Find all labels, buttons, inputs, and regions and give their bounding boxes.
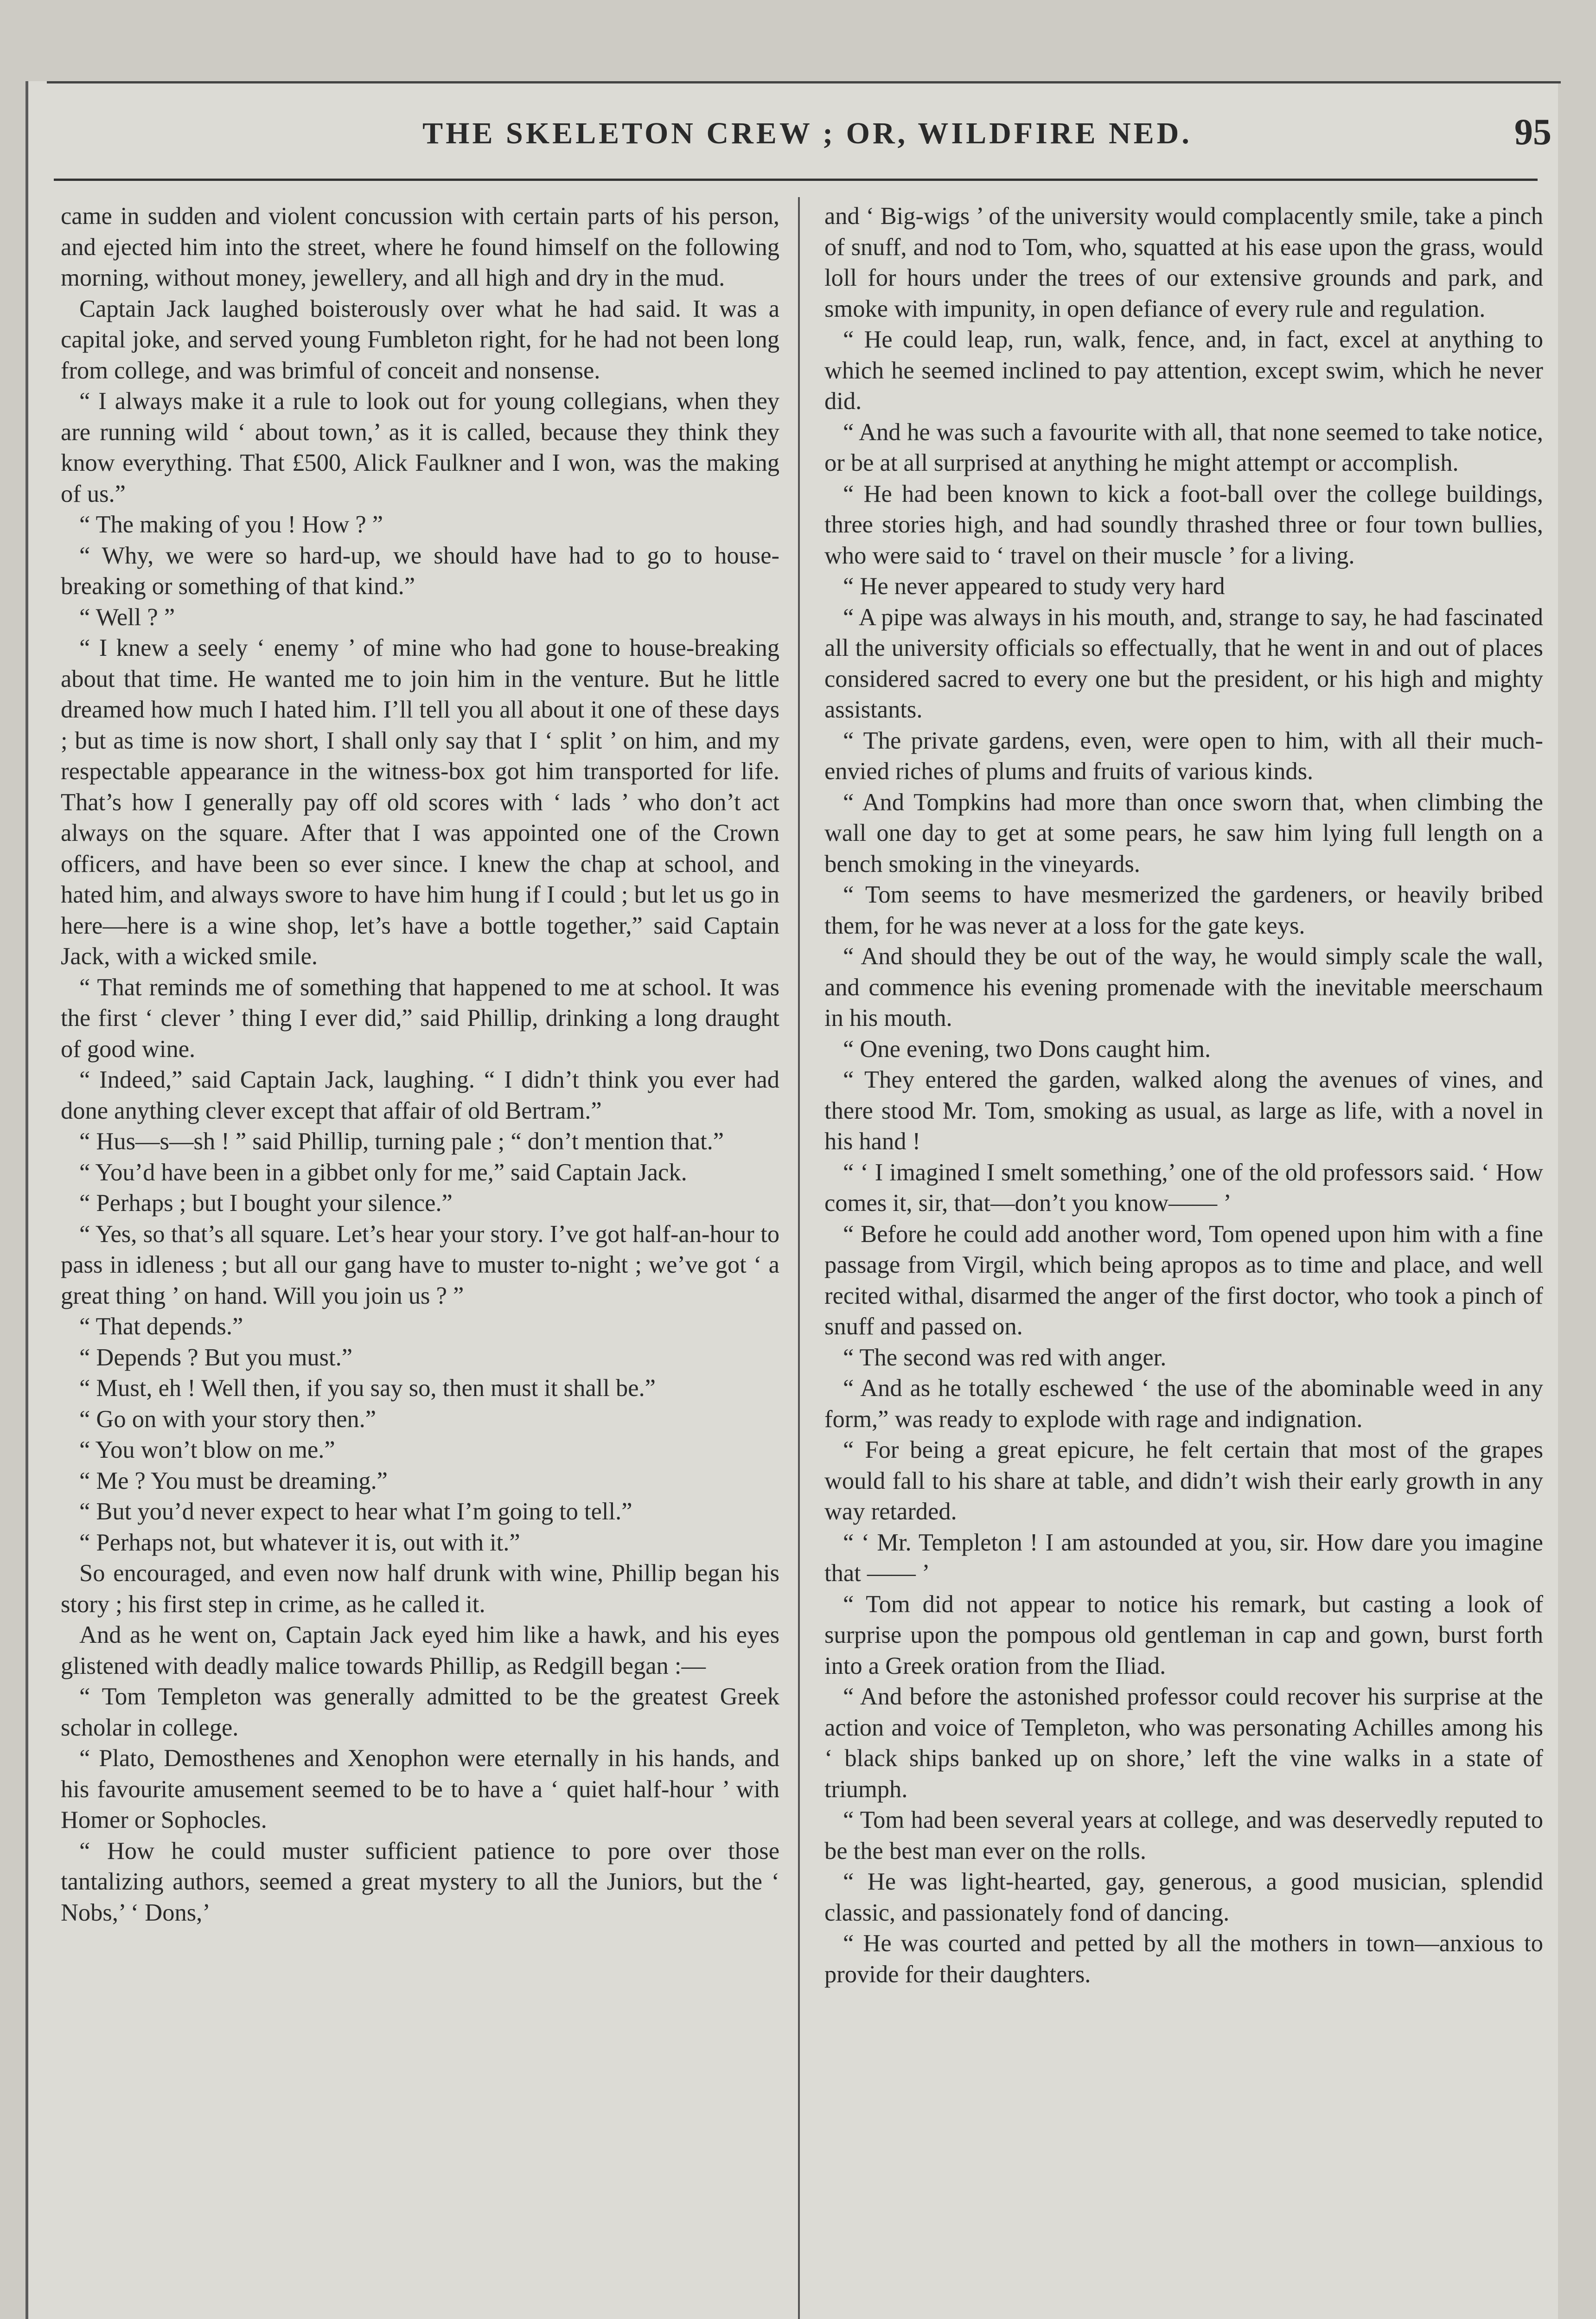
paragraph: “ For being a great epicure, he felt certain that most of the grapes would fall to his share at table, and didn’t wish their early growth in any way retarded. [824,1436,1543,1525]
paragraph: So encouraged, and even now half drunk with wine, Phillip began his story ; his first step in crime, as he called it. [61,1560,779,1618]
paragraph: “ Tom Templeton was generally admitted to be the greatest Greek scholar in college. [61,1683,779,1741]
paragraph: “ A pipe was always in his mouth, and, strange to say, he had fascinated all the university officials so effectually, that he went in and out of places considered sacred to every one but the president, or his high and mighty assistants. [824,603,1543,723]
paragraph: “ Perhaps not, but whatever it is, out with it.” [79,1529,520,1556]
paragraph: “ Perhaps ; but I bought your silence.” [79,1190,453,1217]
paragraph: “ Me ? You must be dreaming.” [79,1467,388,1494]
header-rule [54,179,1538,181]
paragraph: Captain Jack laughed boisterously over what he had said. It was a capital joke, and served young Fumbleton right, for he had not been long from college, and was brimful of conceit and nonsense. [61,295,779,384]
paragraph: “ That reminds me of something that happened to me at school. It was the first ‘ clever ’ thing I ever did,” said Phillip, drinking a long draught of good wine. [61,974,779,1063]
paragraph: “ Tom had been several years at college, and was deservedly reputed to be the best man ever on the rolls. [824,1807,1543,1864]
paragraph: “ Well ? ” [79,603,175,631]
page-number: 95 [1514,112,1551,153]
paragraph: “ One evening, two Dons caught him. [843,1035,1211,1063]
paragraph: “ Plato, Demosthenes and Xenophon were eternally in his hands, and his favourite amusement seemed to be to have a ‘ quiet half-hour ’ with Homer or Sophocles. [61,1745,779,1833]
paragraph: “ Go on with your story then.” [79,1405,377,1433]
paragraph: and ‘ Big-wigs ’ of the university would complacently smile, take a pinch of snuff, and nod to Tom, who, squatted at his ease upon the grass, would loll for hours under the trees of our extensive grounds and park, and smoke with impunity, in open defiance of every rule and regulation. [824,203,1543,322]
paragraph: “ Hus—s—sh ! ” said Phillip, turning pale ; “ don’t mention that.” [79,1128,724,1155]
paragraph: “ The second was red with anger. [843,1344,1167,1371]
paragraph: “ I always make it a rule to look out for young collegians, when they are running wild ‘ about town,’ as it is called, because they think they know everything. That £500, Alick Faulkner and I won, was the making of us.” [61,388,779,507]
paragraph: “ And he was such a favourite with all, that none seemed to take notice, or be at all surprised at anything he might attempt or accomplish. [824,418,1543,476]
paragraph: “ And before the astonished professor could recover his surprise at the action and voice of Templeton, who was personating Achilles among his ‘ black ships banked up on shore,’ left the vine walks in a state of triumph. [824,1683,1543,1803]
paragraph: “ He was light-hearted, gay, generous, a good musician, splendid classic, and passionately fond of dancing. [824,1868,1543,1926]
left-column [61,201,779,2319]
running-title: THE SKELETON CREW ; OR, WILDFIRE NED. [422,116,1192,150]
top-rule [47,81,1561,83]
paragraph: came in sudden and violent concussion with certain parts of his person, and ejected him into the street, where he found himself on the following morning, without money, jewellery, and all high and dry in the mud. [61,203,779,291]
paragraph: “ ‘ Mr. Templeton ! I am astounded at you, sir. How dare you imagine that —— ’ [824,1529,1543,1587]
paragraph: “ You’d have been in a gibbet only for me,” said Captain Jack. [79,1159,687,1186]
paragraph: “ They entered the garden, walked along the avenues of vines, and there stood Mr. Tom, smoking as usual, as large as life, with a novel in his hand ! [824,1066,1543,1155]
paragraph: “ He never appeared to study very hard [843,573,1225,600]
paragraph: “ Why, we were so hard-up, we should have had to go to house-breaking or something of that kind.” [61,542,779,600]
paragraph: “ You won’t blow on me.” [79,1436,335,1463]
paragraph: “ Depends ? But you must.” [79,1344,353,1371]
paragraph: “ I knew a seely ‘ enemy ’ of mine who had gone to house-breaking about that time. He wanted me to join him in the venture. But he little dreamed how much I hated him. I’ll tell you all about it one of these days ; but as time is now short, I shall only say that I ‘ split ’ on him, and my respectable appearance in the witness-box got him transported for life. That’s how I generally pay off old scores with ‘ lads ’ who don’t act always on the square. After that I was appointed one of the Crown officers, and have been so ever since. I knew the chap at school, and hated him, and always swore to have him hung if I could ; but let us go in here—here is a wine shop, let’s have a bottle together,” said Captain Jack, with a wicked smile. [61,634,779,970]
book-page [26,81,1558,2319]
paragraph: “ Must, eh ! Well then, if you say so, then must it shall be.” [79,1375,656,1402]
paragraph: “ The private gardens, even, were open to him, with all their much-envied riches of plums and fruits of various kinds. [824,727,1543,785]
paragraph: “ And as he totally eschewed ‘ the use of the abominable weed in any form,” was ready to explode with rage and indignation. [824,1375,1543,1433]
paragraph: “ How he could muster sufficient patience to pore over those tantalizing authors, seemed a great mystery to all the Juniors, but the ‘ Nobs,’ ‘ Dons,’ [61,1837,779,1926]
paragraph: “ Tom did not appear to notice his remark, but casting a look of surprise upon the pompous old gentleman in cap and gown, burst forth into a Greek oration from the Iliad. [824,1590,1543,1679]
paragraph: “ But you’d never expect to hear what I’m going to tell.” [79,1498,632,1525]
paragraph: “ And should they be out of the way, he would simply scale the wall, and commence his evening promenade with the inevitable meerschaum in his mouth. [824,943,1543,1031]
paragraph: “ Indeed,” said Captain Jack, laughing. “ I didn’t think you ever had done anything clever except that affair of old Bertram.” [61,1066,779,1124]
paragraph: “ And Tompkins had more than once sworn that, when climbing the wall one day to get at some pears, he saw him lying full length on a bench smoking in the vineyards. [824,788,1543,878]
right-column [824,201,1543,2319]
paragraph: “ He had been known to kick a foot-ball over the college buildings, three stories high, and had soundly thrashed three or four town bullies, who were said to ‘ travel on their muscle ’ for a living. [824,480,1543,569]
paragraph: “ Tom seems to have mesmerized the gardeners, or heavily bribed them, for he was never at a loss for the gate keys. [824,881,1543,939]
paragraph: “ Before he could add another word, Tom opened upon him with a fine passage from Virgil, which being apropos as to time and place, and well recited withal, disarmed the anger of the first doctor, who took a pinch of snuff and passed on. [824,1220,1543,1340]
paragraph: “ ‘ I imagined I smelt something,’ one of the old professors said. ‘ How comes it, sir, that—don’t you know—— ’ [824,1159,1543,1217]
paragraph: “ The making of you ! How ? ” [79,511,383,538]
paragraph: “ He was courted and petted by all the mothers in town—anxious to provide for their daughters. [824,1930,1543,1988]
paragraph: “ That depends.” [79,1313,243,1340]
page-header [54,90,1561,160]
paragraph: And as he went on, Captain Jack eyed him like a hawk, and his eyes glistened with deadly malice towards Phillip, as Redgill began :— [61,1621,779,1679]
paragraph: “ Yes, so that’s all square. Let’s hear your story. I’ve got half-an-hour to pass in idleness ; but all our gang have to muster to-night ; we’ve got ‘ a great thing ’ on hand. Will you join us ? ” [61,1220,779,1309]
paragraph: “ He could leap, run, walk, fence, and, in fact, excel at anything to which he seemed inclined to pay attention, except swim, which he never did. [824,326,1543,415]
column-divider [798,197,800,2319]
